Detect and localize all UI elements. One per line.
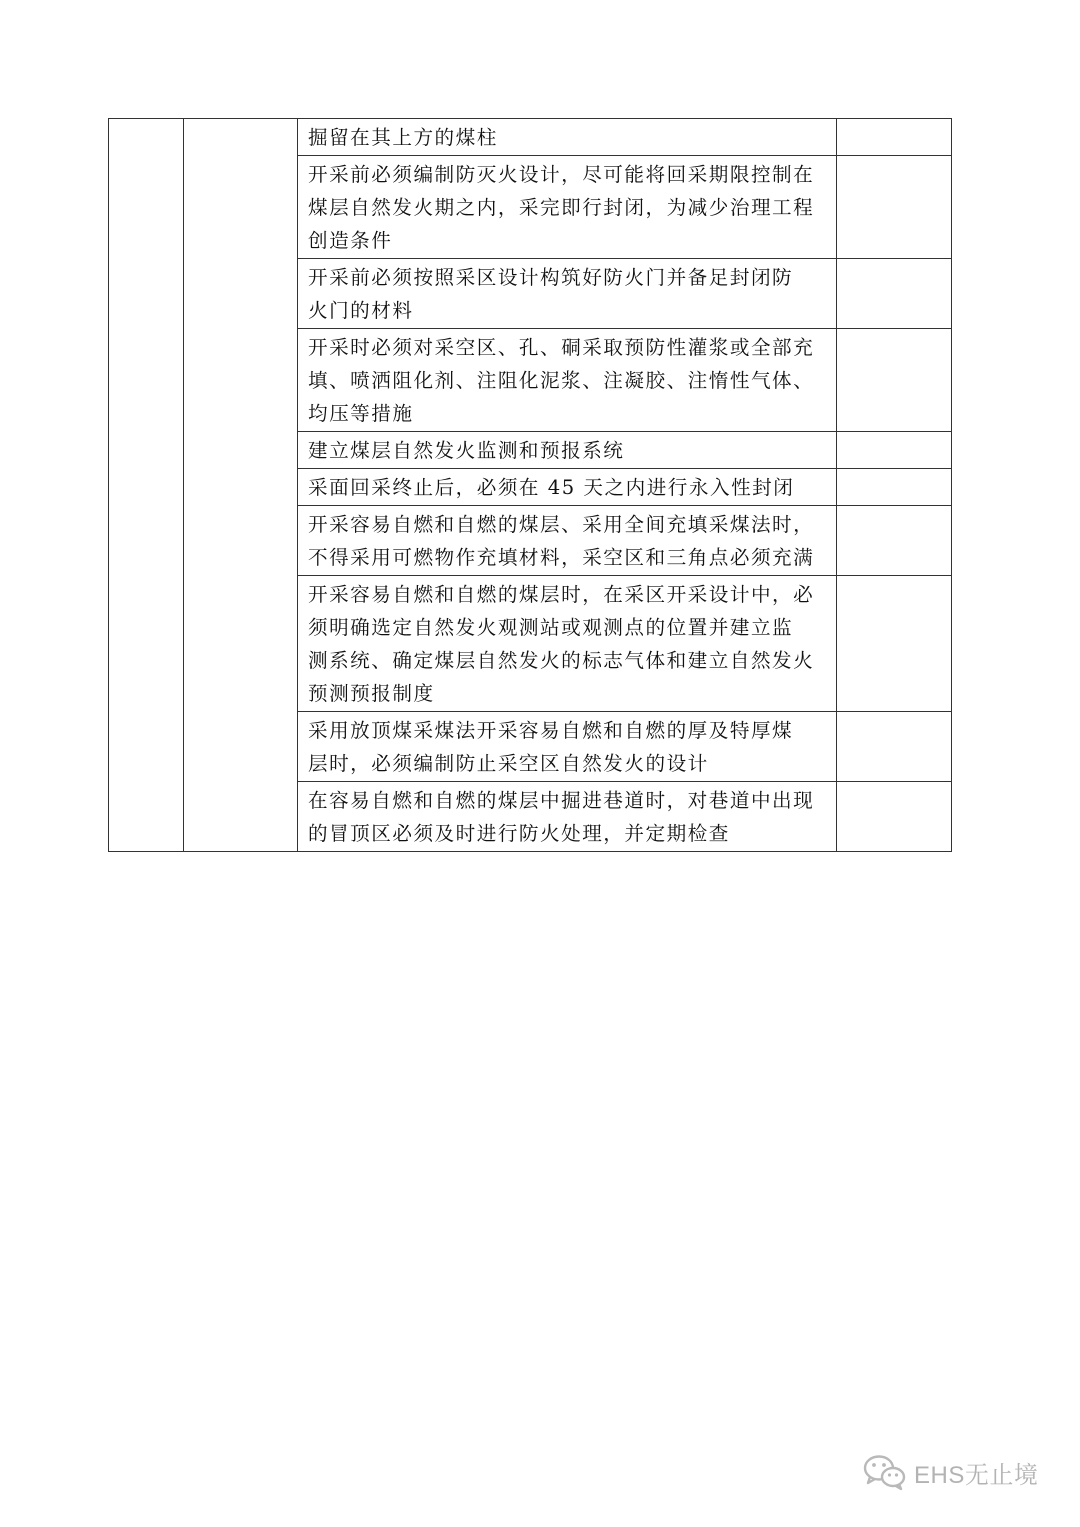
watermark [862,1452,1038,1492]
requirement-cell [298,432,837,469]
requirement-text: 开采容易自燃和自燃的煤层时，在采区开采设计中，必 须明确选定自然发火观测站或观测点的位置并建立监 测系统、确定煤层自然发火的标志气体和建立自然发火 预测预报制度 [308,583,815,705]
requirement-cell [298,576,837,712]
table-row [109,119,952,156]
result-cell [837,576,952,712]
requirement-cell [298,782,837,852]
requirement-text: 建立煤层自然发火监测和预报系统 [308,439,625,462]
requirement-cell [298,329,837,432]
result-cell [837,469,952,506]
requirement-cell [298,469,837,506]
result-cell [837,329,952,432]
result-cell [837,712,952,782]
subcategory-cell [184,119,298,852]
result-cell [837,432,952,469]
requirement-text: 开采时必须对采空区、孔、硐采取预防性灌浆或全部充 填、喷洒阻化剂、注阻化泥浆、注凝胶、注惰性气体、 均压等措施 [308,336,815,425]
requirement-text: 开采容易自燃和自燃的煤层、采用全间充填采煤法时， 不得采用可燃物作充填材料，采空区和三角点必须充满 [308,513,815,569]
category-cell [109,119,184,852]
requirement-text: 采用放顶煤采煤法开采容易自燃和自燃的厚及特厚煤 层时，必须编制防止采空区自然发火的设计 [308,719,794,775]
requirement-text: 开采前必须编制防灭火设计，尽可能将回采期限控制在 煤层自然发火期之内，采完即行封闭，为减少治理工程 创造条件 [308,163,815,252]
requirement-text: 掘留在其上方的煤柱 [308,126,498,149]
checklist-table [108,118,952,852]
result-cell [837,782,952,852]
requirement-cell [298,506,837,576]
result-cell [837,119,952,156]
requirement-text: 开采前必须按照采区设计构筑好防火门并备足封闭防 火门的材料 [308,266,794,322]
requirement-cell [298,156,837,259]
result-cell [837,156,952,259]
requirement-cell [298,712,837,782]
result-cell [837,259,952,329]
requirement-text: 在容易自燃和自燃的煤层中掘进巷道时，对巷道中出现 的冒顶区必须及时进行防火处理，并定期检查 [308,789,815,845]
watermark-text: EHS无止境 [914,1461,1039,1489]
wechat-icon [862,1452,908,1492]
requirement-cell [298,259,837,329]
requirement-cell [298,119,837,156]
result-cell [837,506,952,576]
requirement-text: 采面回采终止后，必须在 45 天之内进行永入性封闭 [308,476,795,499]
